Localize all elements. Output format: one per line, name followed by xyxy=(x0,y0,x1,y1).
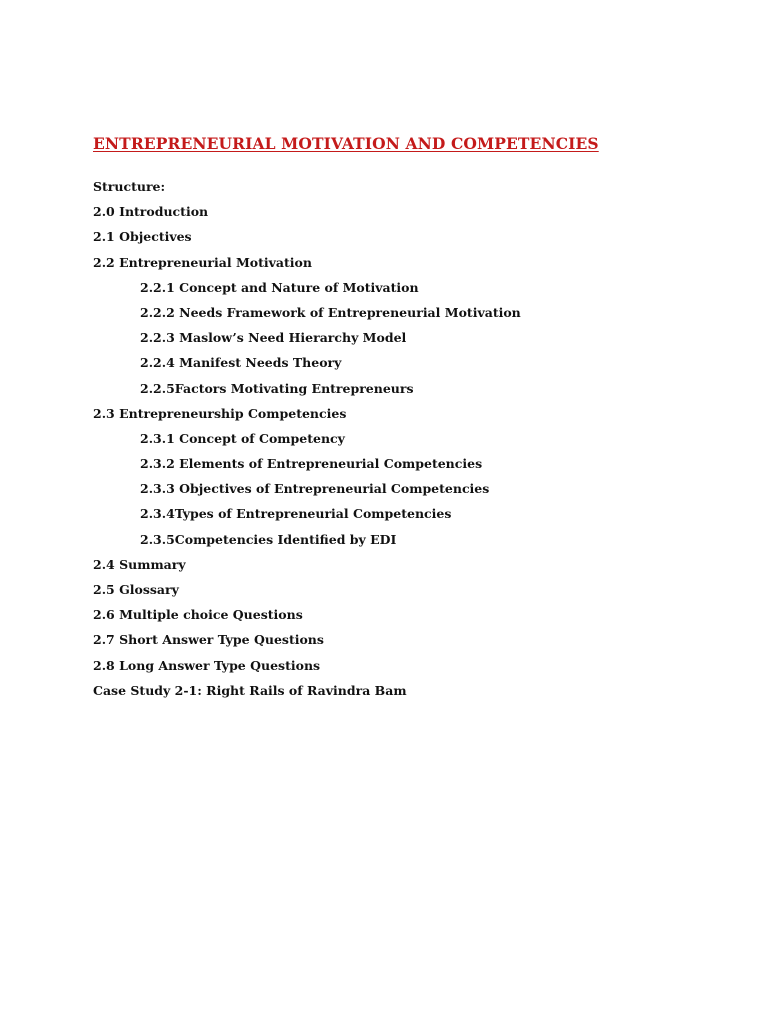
toc-item: 2.4 Summary xyxy=(93,556,186,572)
toc-item: Case Study 2-1: Right Rails of Ravindra Bam xyxy=(93,682,407,698)
toc-subitem: 2.3.2 Elements of Entrepreneurial Competencies xyxy=(140,456,483,472)
toc-item: 2.0 Introduction xyxy=(93,204,209,220)
toc-subitem: 2.3.3 Objectives of Entrepreneurial Competencies xyxy=(140,481,490,497)
toc-item: 2.5 Glossary xyxy=(93,582,179,597)
page-title: ENTREPRENEURIAL MOTIVATION AND COMPETENCIES xyxy=(93,134,599,153)
toc-item: 2.2 Entrepreneurial Motivation xyxy=(93,254,312,270)
toc-item: 2.3 Entrepreneurship Competencies xyxy=(93,405,347,421)
toc-item: 2.1 Objectives xyxy=(93,229,192,245)
toc-subitem: 2.2.3 Maslow’s Need Hierarchy Model xyxy=(140,330,407,346)
structure-heading: Structure: xyxy=(93,179,166,194)
toc-subitem: 2.2.2 Needs Framework of Entrepreneurial Motivation xyxy=(140,304,521,320)
table-of-contents xyxy=(93,179,521,708)
toc-subitem: 2.2.5Factors Motivating Entrepreneurs xyxy=(140,380,414,396)
toc-subitem: 2.3.5Competencies Identified by EDI xyxy=(140,531,397,547)
toc-subitem: 2.3.4Types of Entrepreneurial Competencies xyxy=(140,506,452,522)
toc-subitem: 2.2.4 Manifest Needs Theory xyxy=(140,355,342,371)
toc-item: 2.6 Multiple choice Questions xyxy=(93,607,303,623)
toc-subitem: 2.3.1 Concept of Competency xyxy=(140,430,345,446)
toc-subitem: 2.2.1 Concept and Nature of Motivation xyxy=(140,279,419,295)
toc-item: 2.8 Long Answer Type Questions xyxy=(93,657,321,673)
toc-item: 2.7 Short Answer Type Questions xyxy=(93,632,324,648)
